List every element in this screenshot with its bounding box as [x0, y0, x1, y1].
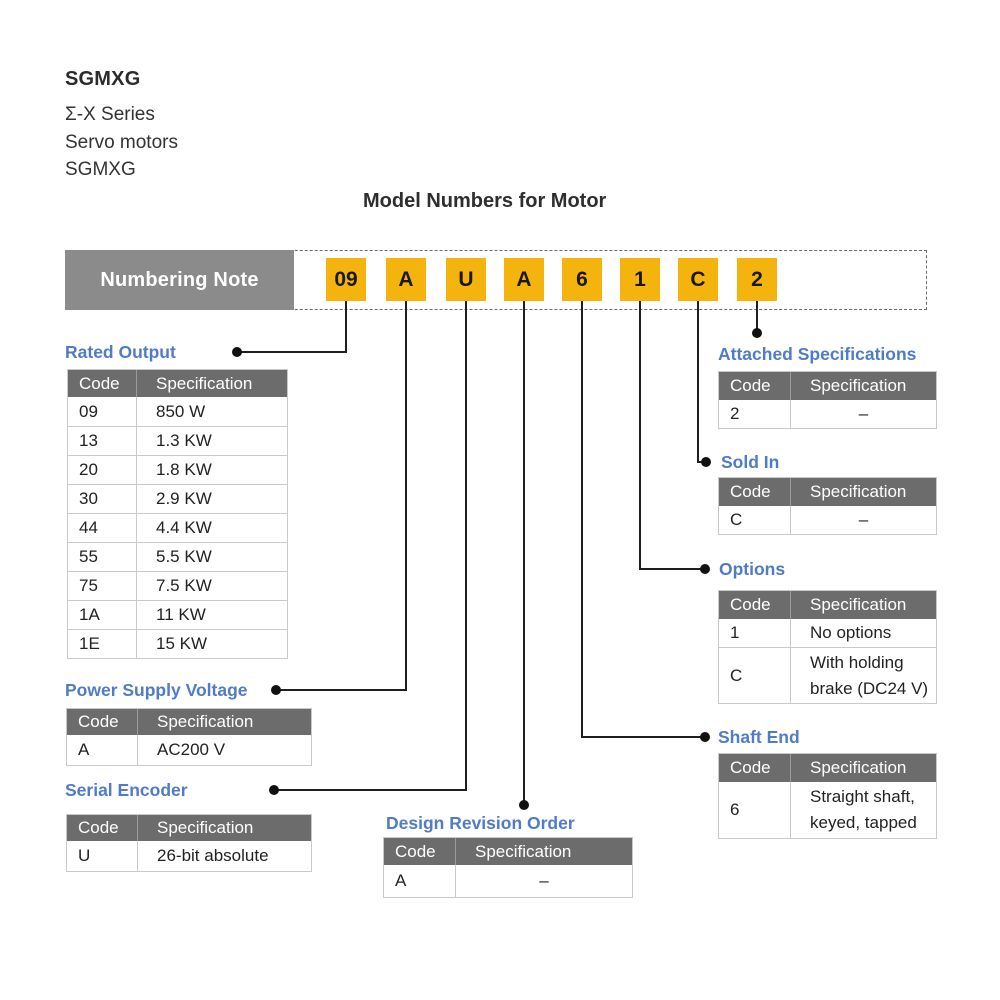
spec-cell: 5.5 KW: [156, 547, 212, 566]
code-box-options: 1: [620, 258, 660, 301]
spec-column-header: Specification: [810, 758, 907, 777]
table-row: [67, 841, 311, 871]
code-box-rated-output: 09: [326, 258, 366, 301]
code-cell: 44: [68, 514, 137, 542]
rated-output-table: [67, 369, 288, 659]
table-row: [384, 865, 632, 897]
connector-shaft-end: [582, 301, 701, 737]
table-header-row: [719, 372, 936, 400]
table-row: [719, 782, 936, 838]
rated-output-title: Rated Output: [65, 342, 176, 362]
spec-cell: With holding brake (DC24 V): [810, 652, 929, 698]
connector-dot-power-supply: [271, 685, 281, 695]
table-row: [67, 735, 311, 765]
code-cell: 30: [68, 485, 137, 513]
connector-dot-sold-in: [701, 457, 711, 467]
shaft-end-table: [718, 753, 937, 839]
sold-in-title: Sold In: [721, 452, 780, 472]
design-revision-table: [383, 837, 633, 898]
spec-cell: 850 W: [156, 401, 206, 421]
spec-cell: No options: [810, 623, 892, 642]
code-box-shaft-end: 6: [562, 258, 602, 301]
connector-dot-serial-encoder: [269, 785, 279, 795]
spec-cell: 4.4 KW: [156, 518, 212, 537]
table-header-row: [384, 838, 632, 865]
spec-cell: 26-bit absolute: [157, 846, 269, 865]
connector-dot-options: [700, 564, 710, 574]
code-column-header: Code: [68, 370, 137, 397]
code-cell: U: [67, 841, 138, 871]
table-header-row: [67, 709, 311, 735]
code-box-attached-specs: 2: [737, 258, 777, 301]
model-line: SGMXG: [65, 159, 136, 180]
table-header-row: [719, 478, 936, 506]
code-column-header: Code: [67, 709, 138, 735]
spec-cell: 11 KW: [156, 605, 206, 624]
code-cell: 09: [68, 397, 137, 426]
table-row: [719, 619, 936, 647]
code-column-header: Code: [67, 815, 138, 841]
connector-dot-shaft-end: [700, 732, 710, 742]
code-cell: 2: [719, 400, 791, 428]
spec-cell: AC200 V: [157, 740, 226, 759]
spec-column-header: Specification: [157, 818, 254, 837]
table-row: [68, 600, 287, 629]
code-cell: 1E: [68, 630, 137, 658]
table-row: [719, 400, 936, 428]
code-box-design-revision: A: [504, 258, 544, 301]
connector-dot-design-revision: [519, 800, 529, 810]
options-title: Options: [719, 559, 786, 579]
connector-options: [640, 301, 701, 569]
code-cell: C: [719, 506, 791, 534]
table-row: [68, 571, 287, 600]
serial-encoder-title: Serial Encoder: [65, 780, 188, 800]
spec-column-header: Specification: [810, 482, 907, 501]
table-row: [68, 426, 287, 455]
code-cell: A: [384, 865, 456, 897]
code-cell: 13: [68, 427, 137, 455]
spec-column-header: Specification: [157, 712, 254, 731]
power-supply-title: Power Supply Voltage: [65, 680, 248, 700]
spec-cell: –: [539, 871, 549, 890]
code-cell: C: [719, 648, 791, 703]
connector-power-supply: [280, 301, 406, 690]
spec-column-header: Specification: [810, 376, 907, 395]
table-row: [719, 506, 936, 534]
code-cell: 6: [719, 782, 791, 838]
code-column-header: Code: [719, 478, 791, 506]
table-row: [68, 542, 287, 571]
code-column-header: Code: [384, 838, 456, 865]
table-row: [68, 513, 287, 542]
spec-cell: 1.3 KW: [156, 431, 212, 450]
spec-cell: 2.9 KW: [156, 489, 212, 508]
code-box-serial-encoder: U: [446, 258, 486, 301]
page-title: Model Numbers for Motor: [363, 190, 607, 212]
product-line: Servo motors: [65, 132, 178, 153]
attached-specs-title: Attached Specifications: [718, 344, 917, 364]
code-column-header: Code: [719, 372, 791, 400]
power-supply-table: [66, 708, 312, 766]
series-line: Σ-X Series: [65, 104, 155, 125]
shaft-end-title: Shaft End: [718, 727, 800, 747]
table-row: [68, 629, 287, 658]
spec-column-header: Specification: [810, 595, 907, 614]
table-header-row: [68, 370, 287, 397]
table-row: [719, 647, 936, 703]
code-box-sold-in: C: [678, 258, 718, 301]
connector-dot-rated-output: [232, 347, 242, 357]
connector-dot-attached-specs: [752, 328, 762, 338]
table-row: [68, 484, 287, 513]
table-row: [68, 455, 287, 484]
code-cell: 1A: [68, 601, 137, 629]
code-box-power-supply: A: [386, 258, 426, 301]
spec-column-header: Specification: [475, 841, 572, 861]
numbering-note-label: Numbering Note: [65, 250, 294, 310]
attached-specs-table: [718, 371, 937, 429]
options-table: [718, 590, 937, 704]
table-header-row: [67, 815, 311, 841]
code-column-header: Code: [719, 591, 791, 619]
spec-column-header: Specification: [156, 373, 253, 393]
spec-cell: 7.5 KW: [156, 576, 212, 595]
spec-cell: Straight shaft, keyed, tapped: [810, 787, 917, 832]
code-cell: 75: [68, 572, 137, 600]
brand-heading: SGMXG: [65, 68, 141, 90]
sold-in-table: [718, 477, 937, 535]
spec-cell: 1.8 KW: [156, 460, 212, 479]
code-cell: A: [67, 735, 138, 765]
spec-cell: –: [858, 404, 869, 423]
code-cell: 55: [68, 543, 137, 571]
table-row: [68, 397, 287, 426]
code-cell: 20: [68, 456, 137, 484]
serial-encoder-table: [66, 814, 312, 872]
spec-cell: –: [858, 510, 869, 529]
table-header-row: [719, 591, 936, 619]
connector-sold-in: [698, 301, 702, 462]
code-column-header: Code: [719, 754, 791, 782]
spec-cell: 15 KW: [156, 634, 208, 653]
table-header-row: [719, 754, 936, 782]
code-cell: 1: [719, 619, 791, 647]
design-revision-title: Design Revision Order: [386, 813, 575, 833]
